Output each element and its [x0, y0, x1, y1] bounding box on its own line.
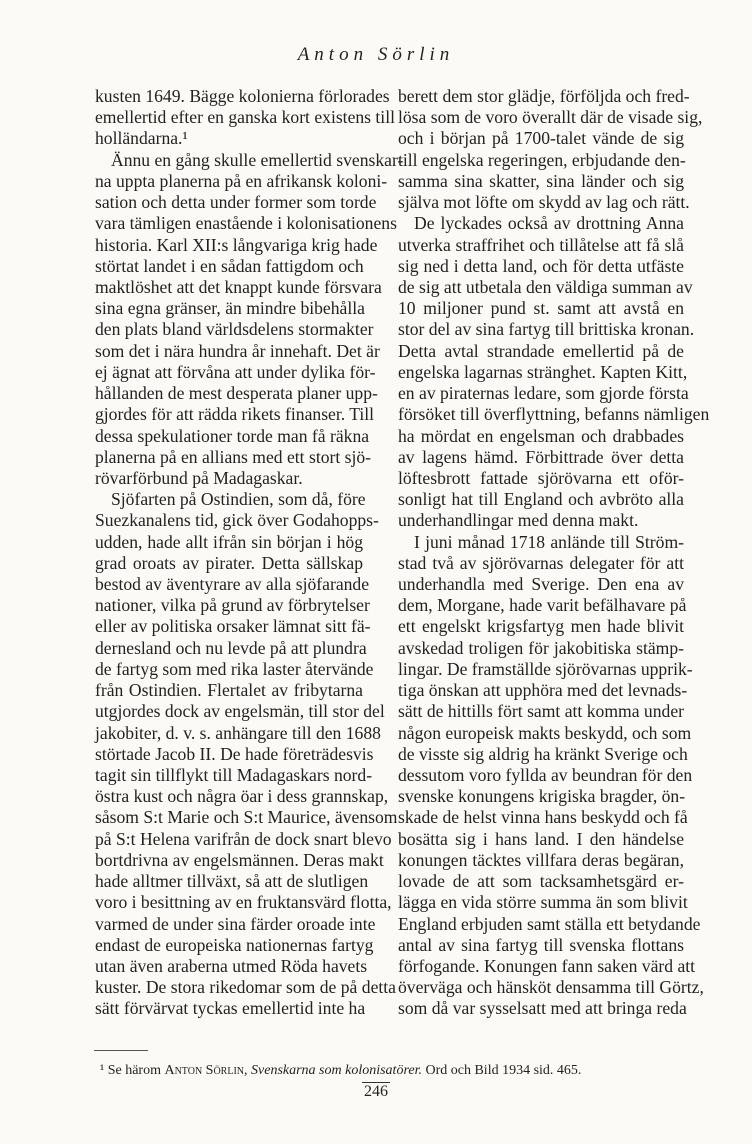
text-line: såsom S:t Marie och S:t Maurice, ävensom [95, 807, 398, 828]
paragraph [398, 531, 704, 1020]
page-number-wrap [0, 1083, 752, 1101]
text-line: planerna på en allians med ett stort sjö- [95, 446, 372, 467]
text-line: na uppta planerna på en afrikansk koloni- [95, 170, 388, 191]
text-column-right [398, 86, 710, 1020]
text-line: konungen täcktes villfara deras begäran, [398, 849, 684, 870]
text-line: berett dem stor glädje, förföljda och fred- [398, 86, 690, 106]
paragraph [95, 489, 398, 1019]
text-line: grad oroats av pirater. Detta sällskap [95, 552, 363, 573]
text-line: som det i nära hundra år innehaft. Det är [95, 340, 380, 361]
text-line: på S:t Helena varifrån de dock snart blevo [95, 828, 392, 849]
text-line: lägga en vida större summa än som blivit [398, 892, 688, 913]
text-line: sonligt hat till England och avbröto alla [398, 489, 684, 510]
text-line: engelska lagarnas stränghet. Kapten Kitt, [398, 361, 688, 382]
text-line: sätt de hittills fört samt att komma under [398, 701, 684, 722]
text-line: sig ned i detta land, och för detta utfäste [398, 255, 684, 276]
text-line: bestod av äventyrare av alla sjöfarande [95, 574, 370, 595]
paragraph [95, 149, 404, 490]
paragraph [398, 213, 710, 531]
footnote-marker: ¹ [100, 1063, 105, 1078]
text-line: 10 miljoner pund st. samt att avstå en [398, 298, 684, 319]
text-line: hade alltmer tillväxt, så att de slutligen [95, 871, 369, 892]
text-line: tiga önskan att upphöra med det levnads- [398, 680, 688, 701]
text-line: utverka straffrihet och tillåtelse att få slå [398, 234, 684, 255]
footnote-author: Anton Sörlin, [164, 1063, 248, 1078]
footnote-source: Ord och Bild 1934 sid. 465. [425, 1063, 582, 1078]
text-line: endast de europeiska nationernas fartyg [95, 934, 374, 955]
text-line: holländarna.¹ [95, 128, 188, 149]
footnote [100, 1063, 581, 1079]
text-line: I juni månad 1718 anlände till Ström- [414, 531, 684, 552]
text-line: de fartyg som med rika laster återvände [95, 658, 374, 679]
text-line: gjordes för att rädda rikets finanser. Till [95, 404, 375, 425]
text-line: utan även araberna utmed Röda havets [95, 955, 368, 976]
text-line: dernesland och nu levde på att plundra [95, 637, 367, 658]
text-line: stad två av sjörövarnas delegater för att [398, 552, 684, 573]
text-line: dem, Morgane, hade varit befälhavare på [398, 595, 687, 616]
text-line: som då var sysselsatt med att bringa reda [398, 998, 687, 1019]
text-line: av lagens hämd. Förbittrade över detta [398, 446, 684, 467]
footnote-prefix: Se härom [107, 1063, 161, 1078]
text-line: kuster. De stora rikedomar som de på detta [95, 977, 396, 998]
text-line: en av piraternas ledare, som gjorde första [398, 383, 689, 404]
text-line: Sjöfarten på Ostindien, som då, före [111, 489, 366, 510]
footnote-title: Svenskarna som kolonisatörer. [251, 1063, 422, 1078]
text-line: skade de helst vinna hans beskydd och få [398, 807, 688, 828]
text-line: ett engelskt krigsfartyg men hade blivit [398, 616, 684, 637]
text-line: lovade de att som tacksamhetsgärd er- [398, 871, 684, 892]
text-line: hållanden de mest desperata planer upp- [95, 383, 378, 404]
text-line: utgjordes dock av engelsmän, till stor del [95, 701, 385, 722]
running-title: Anton Sörlin [297, 44, 455, 65]
footnote-divider [94, 1050, 148, 1051]
text-line: den plats bland världsdelens stormakter [95, 319, 374, 340]
text-line: lösa som de voro överallt där de visade sig, [398, 107, 703, 128]
page-number: 246 [364, 1083, 388, 1100]
text-line: varmed de under sina färder oroade inte [95, 913, 376, 934]
text-line: sina egna gränser, än mindre bibehålla [95, 298, 365, 319]
text-line: antal av sina fartyg till svenska flottans [398, 934, 684, 955]
text-line: störtat landet i en sådan fattigdom och [95, 255, 364, 276]
text-line: Suezkanalens tid, gick över Godahopps- [95, 510, 379, 531]
text-line: till engelska regeringen, erbjudande den- [398, 149, 686, 170]
text-line: Detta avtal strandade emellertid på de [398, 340, 684, 361]
text-line: emellertid efter en ganska kort existens till [95, 107, 395, 128]
text-line: stor del av sina fartyg till brittiska kronan. [398, 319, 695, 340]
text-line: underhandlingar med denna makt. [398, 510, 639, 531]
text-line: underhandla med Sverige. Den ena av [398, 574, 684, 595]
text-column-left [95, 86, 404, 1020]
text-line: lingar. De framställde sjörövarnas upprik- [398, 658, 693, 679]
text-line: England erbjuden samt ställa ett betydande [398, 913, 701, 934]
text-line: de sig att utbetala den väldiga summan av [398, 276, 693, 297]
text-line: De lyckades också av drottning Anna [414, 213, 684, 234]
text-line: sation och detta under former som torde [95, 192, 377, 213]
text-line: rövarförbund på Madagaskar. [95, 467, 303, 488]
text-line: dessutom voro fyllda av beundran för den [398, 765, 693, 785]
text-line: nationer, vilka på grund av förbrytelser [95, 595, 370, 616]
text-line: sätt förvärvat tyckas emellertid inte ha [95, 998, 366, 1019]
text-line: någon europeisk makts beskydd, och som [398, 722, 692, 743]
text-line: ha mördat en engelsman och drabbades [398, 425, 684, 446]
text-line: kusten 1649. Bägge kolonierna förlorades [95, 86, 390, 106]
text-line: de visste sig aldrig ha kränkt Sverige och [398, 743, 688, 764]
text-line: vara tämligen enastående i kolonisationens [95, 213, 397, 234]
text-line: udden, hade allt ifrån sin början i hög [95, 531, 363, 552]
paragraph [95, 86, 395, 150]
text-line: från Ostindien. Flertalet av fribytarna [95, 680, 363, 701]
text-line: själva mot löfte om skydd av lag och rätt. [398, 192, 690, 213]
text-line: bortdrivna av engelsmännen. Deras makt [95, 849, 384, 870]
text-line: historia. Karl XII:s långvariga krig hade [95, 234, 378, 255]
text-line: dessa spekulationer torde man få räkna [95, 425, 370, 446]
text-line: eller av politiska orsaker lämnat sitt fä- [95, 616, 371, 637]
paragraph [398, 86, 703, 213]
text-line: Ännu en gång skulle emellertid svenskar- [111, 149, 404, 170]
text-line: samma sina skatter, sina länder och sig [398, 170, 684, 191]
text-line: ej ägnat att förvåna att under dylika för- [95, 361, 376, 382]
text-line: försöket till överflyttning, befanns nämligen [398, 404, 710, 425]
text-line: bosätta sig i hans land. I den händelse [398, 828, 684, 849]
text-line: avskedad troligen för jakobitiska stämp- [398, 637, 684, 658]
text-line: östra kust och några öar i dess grannskap, [95, 786, 389, 807]
text-line: störtade Jacob II. De hade företrädesvis [95, 743, 374, 764]
text-line: maktlöshet att det knappt kunde försvara [95, 276, 382, 297]
text-line: och i början på 1700-talet vände de sig [398, 128, 684, 149]
text-line: förfogande. Konungen fann saken värd att [398, 955, 696, 976]
text-line: svenske konungens krigiska bragder, ön- [398, 786, 686, 807]
text-line: tagit sin tillflykt till Madagaskars nord- [95, 765, 373, 785]
text-line: jakobiter, d. v. s. anhängare till den 1688 [95, 722, 381, 743]
text-line: voro i besittning av en fruktansvärd flotta, [95, 892, 392, 913]
text-line: överväga och hänsköt densamma till Görtz, [398, 977, 704, 998]
text-line: löftesbrott fattade sjörövarna ett oför- [398, 467, 684, 488]
